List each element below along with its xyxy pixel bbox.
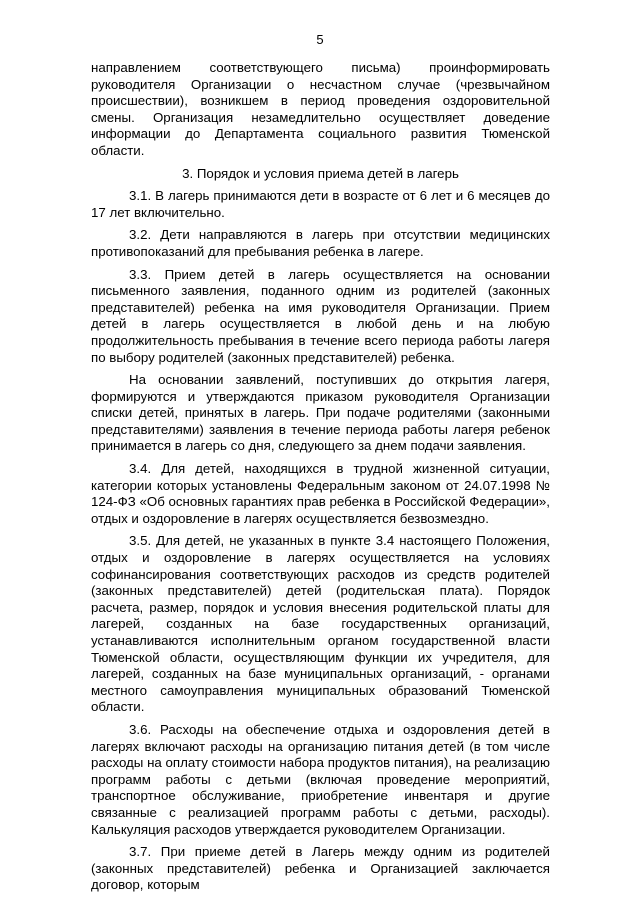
section-heading: 3. Порядок и условия приема детей в лагерь bbox=[182, 165, 459, 181]
paragraph-3-3: 3.3. Прием детей в лагерь осуществляется на основании письменного заявления, поданного одним из родителей (законных представителей) ребенка на имя руководителя Организации. Прием детей в лагерь осуществляется в любой день и на любую продолжительность пребывания в течение всего периода работы лагеря по выбору родителей (законных представителей) ребенка. bbox=[91, 266, 550, 365]
paragraph-3-5: 3.5. Для детей, не указанных в пункте 3.4 настоящего Положения, отдых и оздоровление в лагерях осуществляется на условиях софинансирования соответствующих расходов из средств родителей (законных представителей) детей (родительская плата). Порядок расчета, размер, порядок и условия внесения родительской платы для лагерей, созданных на базе государственных организаций, устанавливаются исполнительным органом государственной власти Тюменской области, осуществляющим функции их учредителя, для лагерей, созданных на базе муниципальных организаций, - органами местного самоуправления муниципальных образований Тюменской области. bbox=[91, 533, 550, 715]
paragraph-3-6: 3.6. Расходы на обеспечение отдыха и оздоровления детей в лагерях включают расходы на организацию питания детей (в том числе расходы на оплату стоимости набора продуктов питания), на реализацию программ работы с детьми (включая проведение мероприятий, транспортное обслуживание, приобретение инвентаря и другие связанные с реализацией программ работы с детьми, расходы). Калькуляция расходов утверждается руководителем Организации. bbox=[91, 721, 550, 837]
paragraph-3-2: 3.2. Дети направляются в лагерь при отсутствии медицинских противопоказаний для пребывания ребенка в лагере. bbox=[91, 227, 550, 259]
paragraph-3-1: 3.1. В лагерь принимаются дети в возрасте от 6 лет и 6 месяцев до 17 лет включительно. bbox=[91, 188, 550, 220]
paragraph-3-7: 3.7. При приеме детей в Лагерь между одним из родителей (законных представителей) ребенка и Организацией заключается договор, которым bbox=[91, 844, 550, 893]
paragraph-3-4: 3.4. Для детей, находящихся в трудной жизненной ситуации, категории которых установлены Федеральным законом от 24.07.1998 № 124-ФЗ «Об основных гарантиях прав ребенка в Российской Федерации», отдых и оздоровление в лагерях осуществляется безвозмездно. bbox=[91, 461, 550, 526]
paragraph-continuation: направлением соответствующего письма) проинформировать руководителя Организации о несчастном случае (чрезвычайном происшествии), возникшем в период проведения оздоровительной смены. Организация незамедлительно осуществляет доведение информации до Департамента социального развития Тюменской области. bbox=[91, 60, 550, 158]
paragraph-3-3-cont: На основании заявлений, поступивших до открытия лагеря, формируются и утверждаются приказом руководителя Организации списки детей, принятых в лагерь. При подаче родителями (законными представителями) заявления в течение периода работы лагеря ребенок принимается в лагерь со дня, следующего за днем подачи заявления. bbox=[91, 372, 550, 454]
page-number: 5 bbox=[316, 32, 324, 47]
document-body bbox=[91, 60, 550, 900]
